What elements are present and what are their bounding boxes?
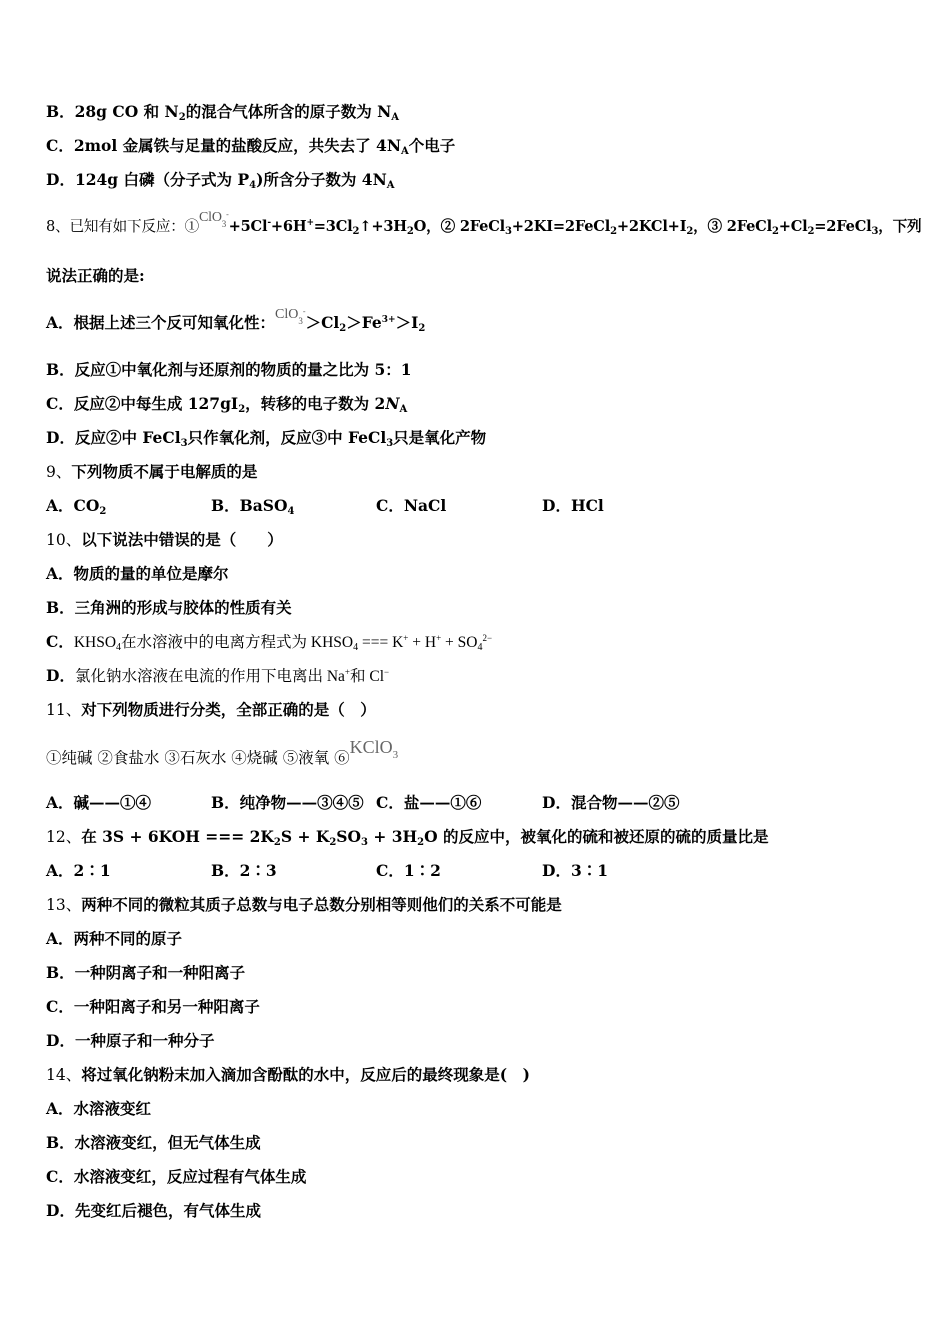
q9-option-a: A．$CO_2$ (46, 496, 107, 517)
clo3-formula-image: ClO$_3$- (199, 210, 229, 229)
q9-options-row (46, 496, 906, 516)
q8-option-c: C．反应②中每生成 $127gI_2$，转移的电子数为 $2N_A$ (46, 394, 408, 415)
q13-option-a: A．两种不同的原子 (46, 929, 183, 948)
q12-option-d: D．3∶1 (542, 861, 609, 880)
q8-option-b: B．反应①中氧化剂与还原剂的物质的量之比为 5：1 (46, 360, 412, 379)
q13-stem: 13、两种不同的微粒其质子总数与电子总数分别相等则他们的关系不可能是 (46, 895, 562, 914)
q12-options-row (46, 861, 906, 881)
q11-items: ①纯碱 ②食盐水 ③石灰水 ④烧碱 ⑤液氧 ⑥KClO$_3$ (46, 737, 399, 767)
q11-option-b: B．纯净物——③④⑤ (211, 793, 364, 812)
q10-option-a: A．物质的量的单位是摩尔 (46, 564, 229, 583)
q12-stem: 12、在 3S + 6KOH === $2K_2S + K_2SO_3 + 3H_2O$ 的反应中，被氧化的硫和被还原的硫的质量比是 (46, 827, 769, 848)
q9-stem: 9、下列物质不属于电解质的是 (46, 462, 258, 481)
q8-option-d: D．反应②中 FeCl$_3$只作氧化剂，反应③中 FeCl$_3$只是氧化产物 (46, 428, 487, 449)
q12-option-c: C．1∶2 (376, 861, 441, 880)
q10-option-d: D．氯化钠水溶液在电流的作用下电离出 Na+和 Cl− (46, 666, 390, 685)
q8-stem-line2: 说法正确的是: (46, 266, 145, 285)
q11-stem: 11、对下列物质进行分类，全部正确的是（ ） (46, 700, 376, 719)
q11-options-row (46, 793, 906, 813)
q9-option-d: D．HCl (542, 496, 604, 515)
q14-option-c: C．水溶液变红，反应过程有气体生成 (46, 1167, 307, 1186)
q10-option-c: C．$KHSO_4$在水溶液中的电离方程式为 $KHSO_4$ === $K^+ + H^+ + SO_4^{2-}$ (46, 632, 493, 653)
q14-option-d: D．先变红后褪色，有气体生成 (46, 1201, 261, 1220)
q8-stem-line1: 8、已知有如下反应：$①ClO_3^-+5Cl^-+6H^+=3Cl_2↑+3H_2O$，② $2FeCl_3+2KI=2FeCl_2+2KCl+I_2$，③ $2FeCl_2+Cl_2=2FeCl_3$，下列 (46, 210, 922, 237)
q14-option-a: A．水溶液变红 (46, 1099, 152, 1118)
q12-option-a: A．2∶1 (46, 861, 111, 880)
q10-stem: 10、以下说法中错误的是（ ） (46, 530, 283, 549)
q9-option-c: C．NaCl (376, 496, 447, 515)
kclo3-formula-image: KClO$_3$ (349, 737, 399, 761)
q11-option-a: A．碱——①④ (46, 793, 152, 812)
q13-option-b: B．一种阴离子和一种阳离子 (46, 963, 246, 982)
clo3-formula-image: ClO$_3$- (275, 307, 306, 326)
q11-option-c: C．盐——①⑥ (376, 793, 482, 812)
q7-option-c: C．2mol 金属铁与足量的盐酸反应，共失去了 $4N_A$个电子 (46, 136, 456, 157)
q14-stem: 14、将过氧化钠粉末加入滴加含酚酞的水中，反应后的最终现象是( ) (46, 1065, 530, 1084)
q9-option-b: B．BaSO$_4$ (211, 496, 295, 517)
q7-option-b: B．28g CO 和 $N_2$的混合气体所含的原子数为 $N_A$ (46, 102, 400, 123)
q13-option-c: C．一种阳离子和另一种阳离子 (46, 997, 260, 1016)
q12-option-b: B．2∶3 (211, 861, 277, 880)
q7-option-d: D．124g 白磷（分子式为 $P_4$)所含分子数为 $4N_A$ (46, 170, 395, 191)
q11-option-d: D．混合物——②⑤ (542, 793, 680, 812)
q10-option-b: B．三角洲的形成与胶体的性质有关 (46, 598, 292, 617)
q13-option-d: D．一种原子和一种分子 (46, 1031, 215, 1050)
q8-option-a: A．根据上述三个反可知氧化性：$ClO_3^->Cl_2>Fe^{3+}>I_2$ (46, 307, 426, 334)
q14-option-b: B．水溶液变红，但无气体生成 (46, 1133, 261, 1152)
